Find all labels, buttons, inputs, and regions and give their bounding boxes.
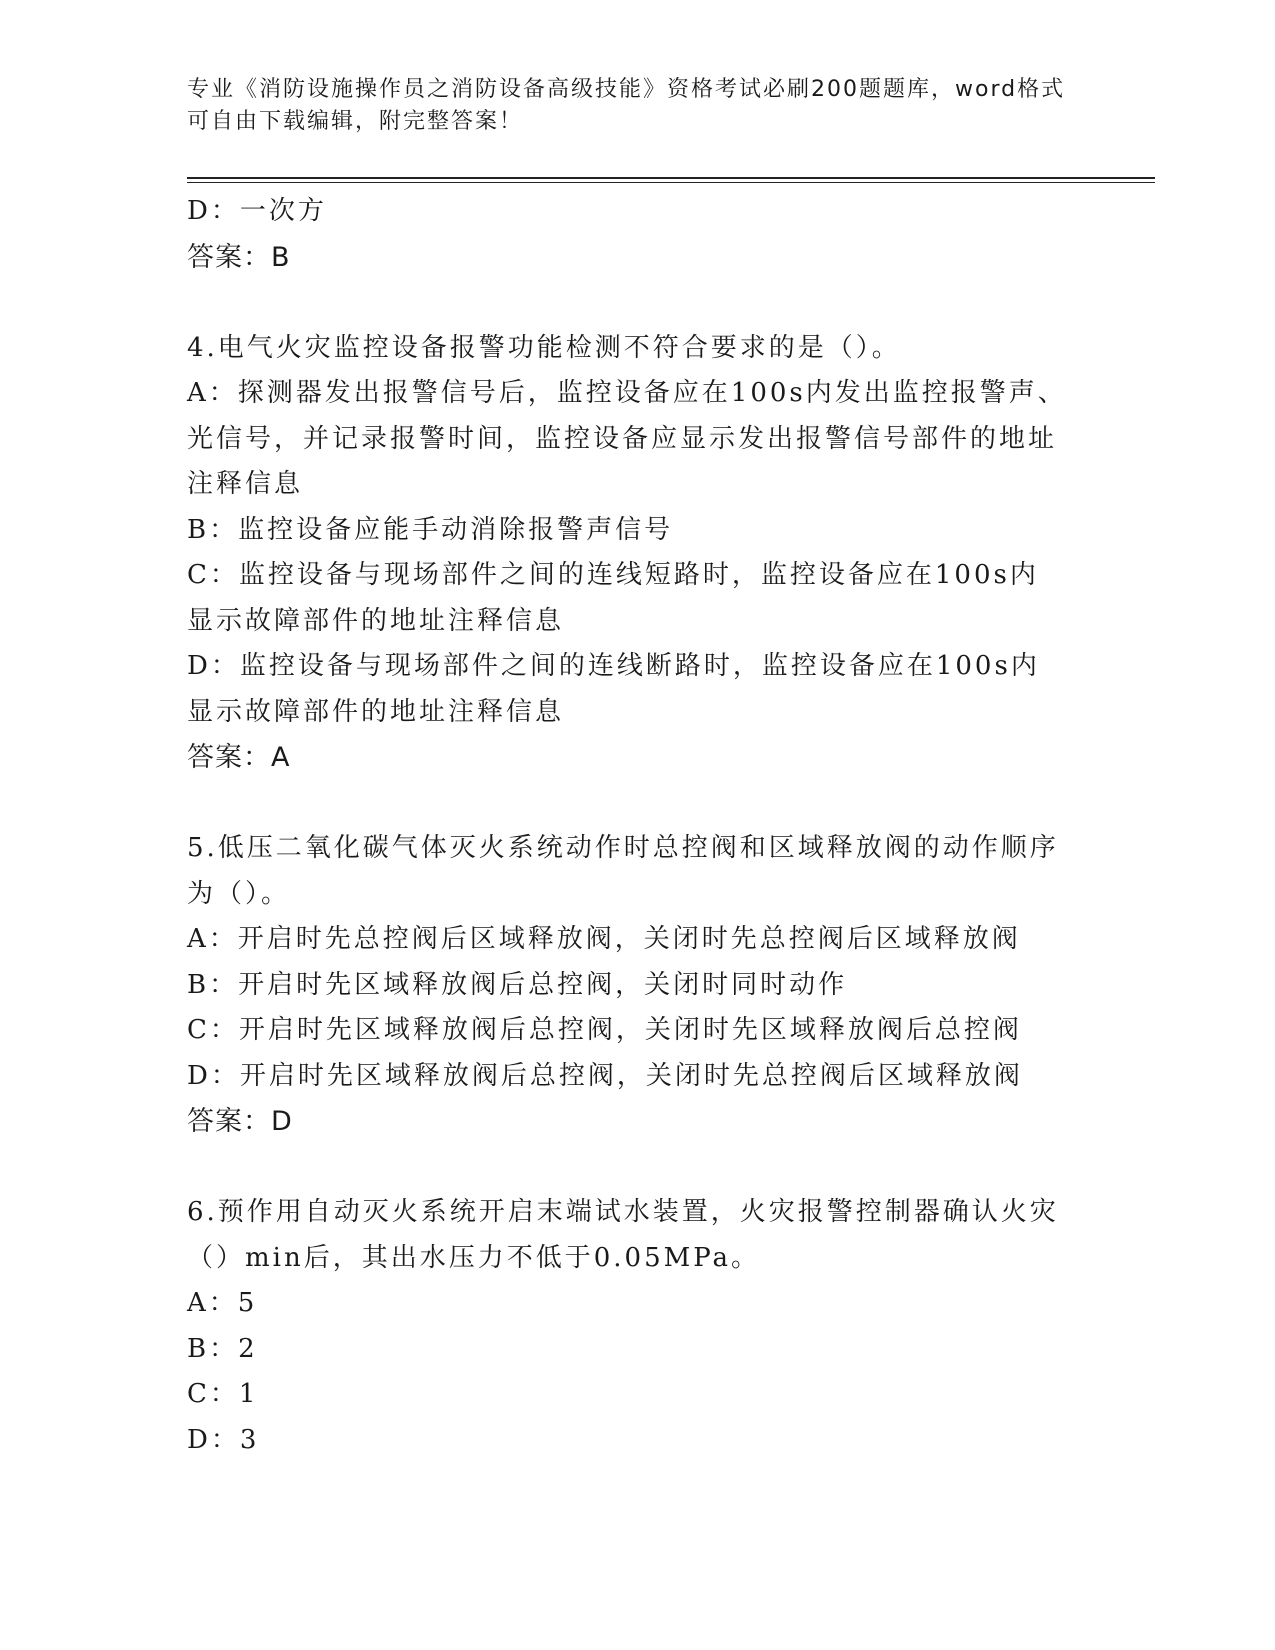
answer-line: 答案：D — [187, 1106, 293, 1137]
question-content — [187, 189, 1067, 1463]
answer-line: 答案：A — [187, 742, 291, 773]
page-header — [187, 74, 1067, 138]
question-block-4 — [187, 326, 1067, 781]
option-b: B：开启时先区域释放阀后总控阀，关闭时同时动作 — [187, 969, 848, 1000]
spacer — [187, 781, 1067, 827]
question-block-3 — [187, 189, 1067, 280]
option-b: B：2 — [187, 1333, 258, 1364]
question-text: 5.低压二氧化碳气体灭火系统动作时总控阀和区域释放阀的动作顺序为（）。 — [187, 833, 1059, 909]
header-rule-thin — [187, 182, 1155, 183]
question-text: 6.预作用自动灭火系统开启末端试水装置，火灾报警控制器确认火灾（）min后，其出水压力不低于0.05MPa。 — [187, 1197, 1059, 1273]
option-d: D：一次方 — [187, 196, 327, 226]
option-c: C：监控设备与现场部件之间的连线短路时，监控设备应在100s内显示故障部件的地址注释信息 — [187, 560, 1039, 636]
option-a: A：5 — [187, 1288, 258, 1318]
option-d: D：监控设备与现场部件之间的连线断路时，监控设备应在100s内显示故障部件的地址注释信息 — [187, 651, 1040, 727]
answer-line: 答案：B — [187, 241, 291, 273]
option-d: D：3 — [187, 1424, 260, 1455]
question-text: 4.电气火灾监控设备报警功能检测不符合要求的是（）。 — [187, 332, 901, 363]
question-block-6 — [187, 1190, 1067, 1463]
option-c: C：1 — [187, 1379, 259, 1409]
spacer — [187, 1145, 1067, 1191]
option-a: A：开启时先总控阀后区域释放阀，关闭时先总控阀后区域释放阀 — [187, 924, 1021, 954]
header-rule-thick — [187, 177, 1155, 179]
header-text: 专业《消防设施操作员之消防设备高级技能》资格考试必刷200题题库，word格式可自由下载编辑，附完整答案！ — [187, 77, 1066, 134]
question-block-5 — [187, 826, 1067, 1145]
option-b: B：监控设备应能手动消除报警声信号 — [187, 514, 674, 545]
option-c: C：开启时先区域释放阀后总控阀，关闭时先区域释放阀后总控阀 — [187, 1015, 1022, 1045]
option-a: A：探测器发出报警信号后，监控设备应在100s内发出监控报警声、光信号，并记录报警时间，监控设备应显示发出报警信号部件的地址注释信息 — [187, 378, 1067, 499]
option-d: D：开启时先区域释放阀后总控阀，关闭时先总控阀后区域释放阀 — [187, 1060, 1023, 1091]
spacer — [187, 280, 1067, 326]
